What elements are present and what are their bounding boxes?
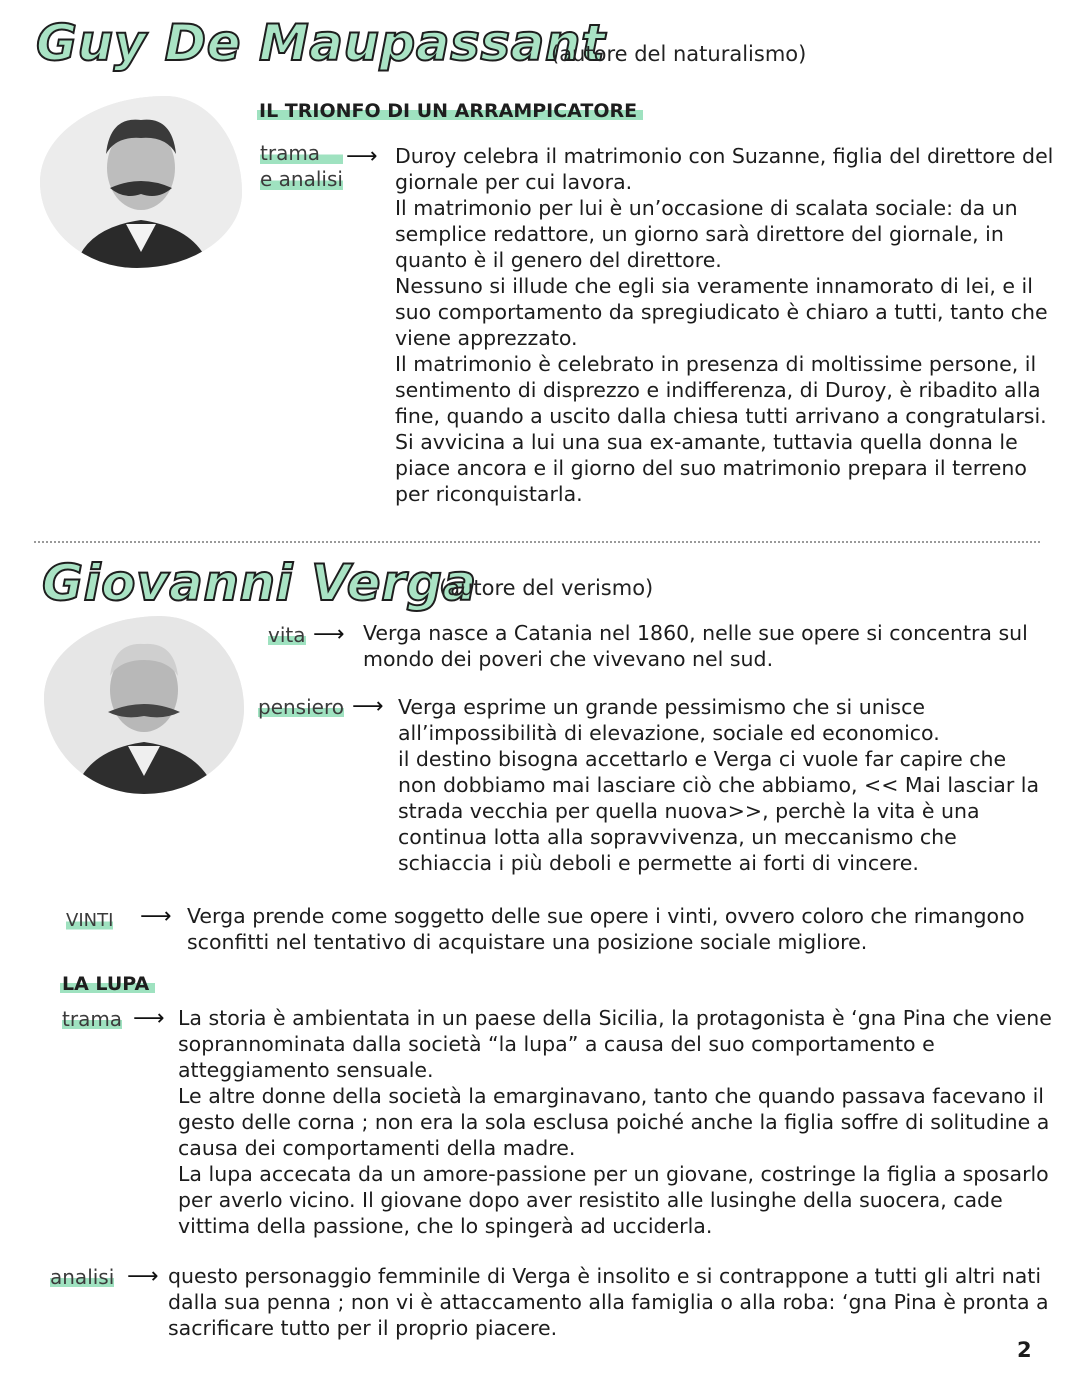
author-title-verga: Giovanni Verga (42, 554, 477, 612)
arrow-icon: ⟶ (352, 694, 384, 719)
text-line: Duroy celebra il matrimonio con Suzanne, figlia del direttore del giornale per cui lavora. (395, 144, 1054, 194)
label-analisi-text: analisi (50, 1265, 115, 1289)
arrow-icon: ⟶ (313, 622, 345, 647)
work-heading-la-lupa: LA LUPA (60, 973, 155, 995)
trama-paragraph-lupa (178, 1005, 1063, 1239)
arrow-icon: ⟶ (127, 1264, 159, 1289)
arrow-icon: ⟶ (346, 144, 378, 169)
text-line: La storia è ambientata in un paese della Sicilia, la protagonista è ‘gna Pina che viene soprannominata dalla società “la lupa” a causa del suo comportamento e atteggiamento sensuale. (178, 1006, 1052, 1082)
text-line: Si avvicina a lui una sua ex-amante, tuttavia quella donna le piace ancora e il giorno del suo matrimonio prepara il terreno per riconquistarla. (395, 430, 1027, 506)
label-analisi (50, 1264, 114, 1290)
text-line: Il matrimonio è celebrato in presenza di moltissime persone, il sentimento di disprezzo e indifferenza, di Duroy, è ribadito alla fine, quando a uscito dalla chiesa tutti arrivano a congratularsi. (395, 352, 1047, 428)
vinti-paragraph: Verga prende come soggetto delle sue opere i vinti, ovvero coloro che rimangono sconfitti nel tentativo di acquistare una posizione sociale migliore. (187, 904, 1025, 954)
section-divider (34, 541, 1040, 543)
arrow-icon: ⟶ (140, 904, 172, 929)
author-title-maupassant: Guy De Maupassant (36, 14, 606, 72)
text-line: Nessuno si illude che egli sia veramente innamorato di lei, e il suo comportamento da spregiudicato è chiaro a tutti, tanto che viene apprezzato. (395, 274, 1048, 350)
label-pensiero (258, 694, 344, 720)
trama-paragraph-maupassant (395, 143, 1065, 507)
pensiero-paragraph (398, 694, 1043, 876)
author-subtitle-verga: (autore del verismo) (439, 576, 654, 600)
text-line: Verga esprime un grande pessimismo che si unisce all’impossibilità di elevazione, sociale ed economico. (398, 695, 940, 745)
label-trama-lupa-text: trama (62, 1007, 123, 1031)
label-trama: trama (260, 140, 343, 166)
label-trama-lupa (62, 1006, 122, 1032)
text-line: La lupa accecata da un amore-passione per un giovane, costringe la figlia a sposarlo per averlo vicino. Il giovane dopo aver resistito alle lusinghe della suocera, cade vittima della passione, che lo spingerà ad ucciderla. (178, 1162, 1049, 1238)
text-line: il destino bisogna accettarlo e Verga ci vuole far capire che non dobbiamo mai lasciare ciò che abbiamo, << Mai lasciar la strada vecchia per quella nuova>>, perchè la vita è una continua lotta alla sopravvivenza, un meccanismo che schiaccia i più deboli e permette ai forti di vincere. (398, 747, 1040, 875)
label-e-analisi: e analisi (260, 167, 343, 191)
analisi-paragraph: questo personaggio femminile di Verga è insolito e si contrappone a tutti gli altri nati dalla sua penna ; non vi è attaccamento alla famiglia o alla roba: ‘gna Pina è pronta a sacrificare tutto per il proprio piacere. (168, 1264, 1049, 1340)
label-vita (268, 622, 306, 648)
label-trama-analisi (260, 140, 343, 192)
label-vita-text: vita (268, 623, 306, 647)
arrow-icon: ⟶ (133, 1006, 165, 1031)
text-line: Le altre donne della società la emarginavano, tanto che quando passava facevano il gesto delle corna ; non era la sola esclusa poiché anche la figlia soffre di solitudine a causa dei comportamenti della madre. (178, 1084, 1050, 1160)
text-line: Il matrimonio per lui è un’occasione di scalata sociale: da un semplice redattore, un giorno sarà direttore del giornale, in quanto è il genero del direttore. (395, 196, 1018, 272)
label-vinti-text: VINTI (66, 910, 114, 931)
page-number: 2 (1017, 1338, 1032, 1362)
portrait-verga (44, 616, 244, 794)
portrait-maupassant (40, 96, 242, 268)
author-subtitle-maupassant: (autore del naturalismo) (551, 42, 807, 66)
label-vinti (66, 908, 113, 934)
label-pensiero-text: pensiero (258, 695, 344, 719)
work-heading-trionfo: IL TRIONFO DI UN ARRAMPICATORE (257, 100, 643, 122)
vita-paragraph: Verga nasce a Catania nel 1860, nelle sue opere si concentra sul mondo dei poveri che vivevano nel sud. (363, 621, 1028, 671)
